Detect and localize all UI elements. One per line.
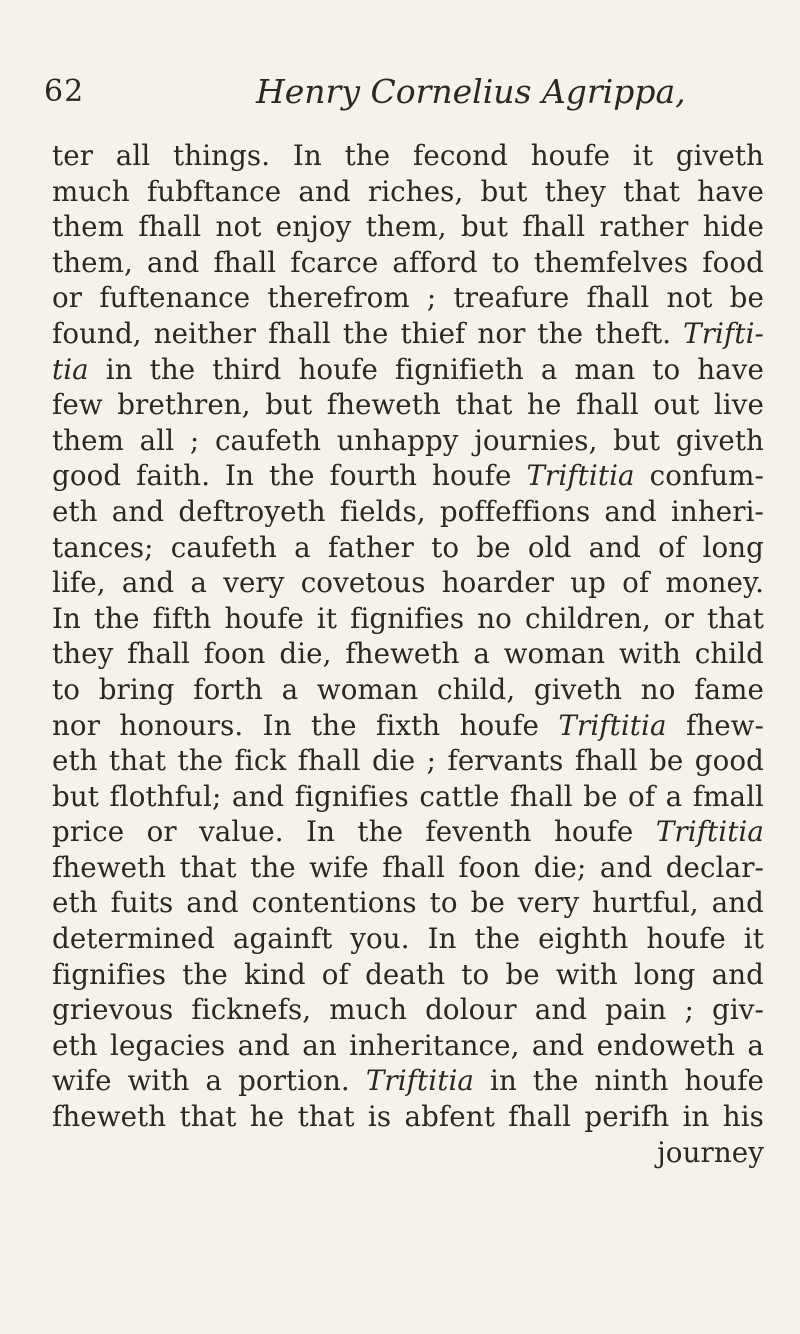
text-line: wife with a portion. Triftitia in the ninth houfe: [52, 1064, 764, 1098]
text-line: few brethren, but fheweth that he fhall out live: [52, 388, 764, 422]
text-line: life, and a very covetous hoarder up of money.: [52, 566, 764, 600]
text-line: tia in the third houfe fignifieth a man to have: [52, 352, 764, 386]
page-number: 62: [44, 74, 85, 109]
text-line: fheweth that the wife fhall foon die; and declar-: [52, 850, 764, 884]
text-line: them, and fhall fcarce afford to themfelves food: [52, 245, 764, 279]
text-line: fignifies the kind of death to be with long and: [52, 957, 764, 991]
text-line: In the fifth houfe it fignifies no children, or that: [52, 601, 764, 635]
text-line: them all ; caufeth unhappy journies, but giveth: [52, 423, 764, 457]
text-line: fheweth that he that is abfent fhall perifh in his: [52, 1100, 764, 1134]
text-line: eth legacies and an inheritance, and endoweth a: [52, 1028, 764, 1062]
catchword: journey: [657, 1135, 764, 1169]
text-line: them fhall not enjoy them, but fhall rather hide: [52, 210, 764, 244]
body-text: [52, 138, 764, 1170]
text-line: or fuftenance therefrom ; treafure fhall not be: [52, 281, 764, 315]
text-line: eth fuits and contentions to be very hurtful, and: [52, 886, 764, 920]
text-line: but flothful; and fignifies cattle fhall be of a fmall: [52, 779, 764, 813]
text-line: eth and deftroyeth fields, poffeffions and inheri-: [52, 494, 764, 528]
text-line: to bring forth a woman child, giveth no fame: [52, 672, 764, 706]
text-line: determined againft you. In the eighth houfe it: [52, 922, 764, 956]
page-header: [44, 72, 764, 116]
text-line: tances; caufeth a father to be old and of long: [52, 530, 764, 564]
text-line: found, neither fhall the thief nor the theft. Trifti-: [52, 316, 764, 350]
text-line: much fubftance and riches, but they that have: [52, 174, 764, 208]
text-line: nor honours. In the fixth houfe Triftitia fhew-: [52, 708, 765, 742]
text-line: ter all things. In the fecond houfe it giveth: [52, 139, 764, 172]
text-line: they fhall foon die, fheweth a woman with child: [52, 637, 764, 671]
text-line: good faith. In the fourth houfe Triftitia confum-: [52, 459, 764, 493]
text-line: eth that the fick fhall die ; fervants fhall be good: [52, 744, 764, 778]
text-line: grievous ficknefs, much dolour and pain ; giv-: [52, 993, 764, 1027]
running-title: Henry Cornelius Agrippa,: [256, 72, 686, 111]
text-line: price or value. In the feventh houfe Triftitia: [52, 815, 764, 849]
